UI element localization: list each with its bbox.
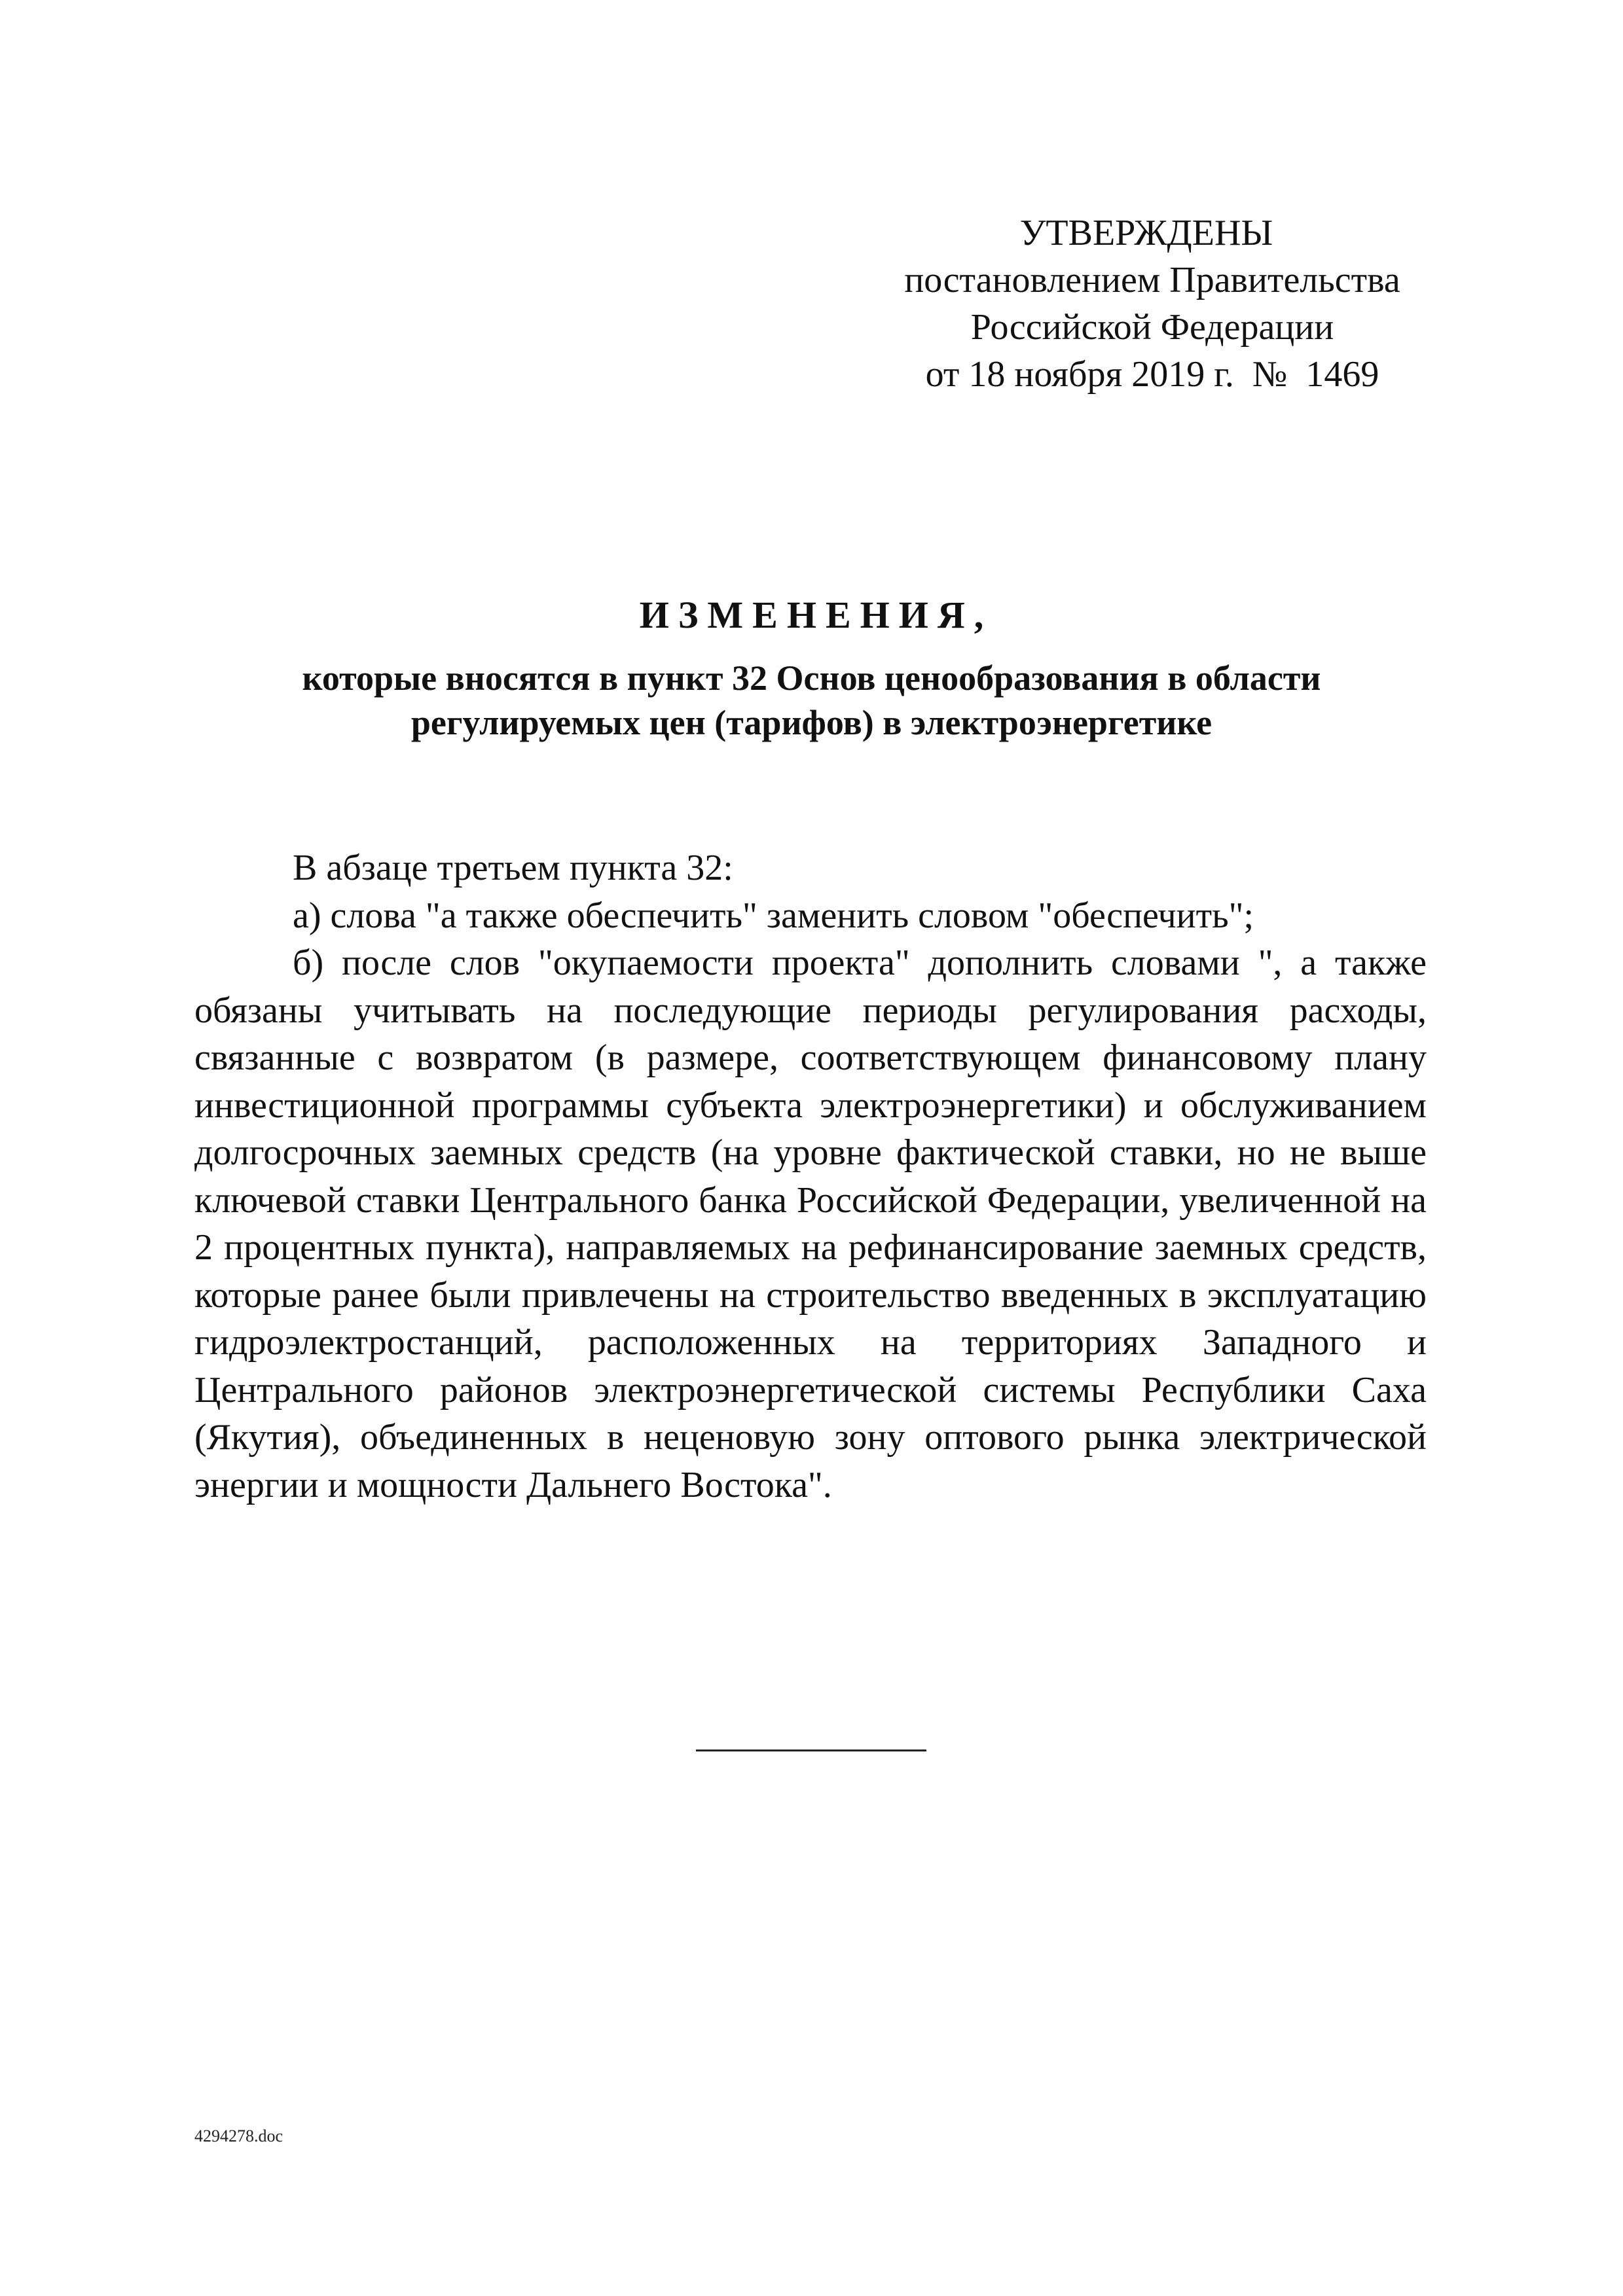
document-subtitle-line-2: регулируемых цен (тарифов) в электроэнергетике: [410, 703, 1213, 742]
document-body: [194, 844, 1427, 1509]
approval-line-2: Российской Федерации: [970, 307, 1334, 348]
body-item-b: б) после слов "окупаемости проекта" дополнить словами ", а также обязаны учитывать на последующие периоды регулирования расходы, связанные с возвратом (в размере, соответствующем финансовому плану инвестиционной программы субъекта электроэнергетики) и обслуживанием долгосрочных заемных средств (на уровне фактической ставки, но не выше ключевой ставки Центрального банка Российской Федерации, увеличенной на 2 процентных пункта), направляемых на рефинансирование заемных средств, которые ранее были привлечены на строительство введенных в эксплуатацию гидроэлектростанций, расположенных на территориях Западного и Центрального районов электроэнергетической системы Республики Саха (Якутия), объединенных в неценовую зону оптового рынка электрической энергии и мощности Дальнего Востока".: [194, 942, 1427, 1505]
footer-file-name: 4294278.doc: [194, 2126, 283, 2145]
approval-date-number: от 18 ноября 2019 г. № 1469: [925, 354, 1379, 395]
approval-title: УТВЕРЖДЕНЫ: [1019, 213, 1273, 253]
document-subtitle-line-1: которые вносятся в пункт 32 Основ ценообразования в области: [302, 658, 1321, 698]
approval-block: [845, 209, 1460, 398]
body-intro-paragraph: В абзаце третьем пункта 32:: [293, 848, 733, 888]
approval-line-1: постановлением Правительства: [904, 260, 1400, 300]
document-title: ИЗМЕНЕНИЯ,: [639, 594, 993, 636]
closing-divider: [696, 1749, 926, 1751]
body-item-a: а) слова "а также обеспечить" заменить словом "обеспечить";: [293, 895, 1254, 936]
document-title-block: [0, 589, 1623, 745]
